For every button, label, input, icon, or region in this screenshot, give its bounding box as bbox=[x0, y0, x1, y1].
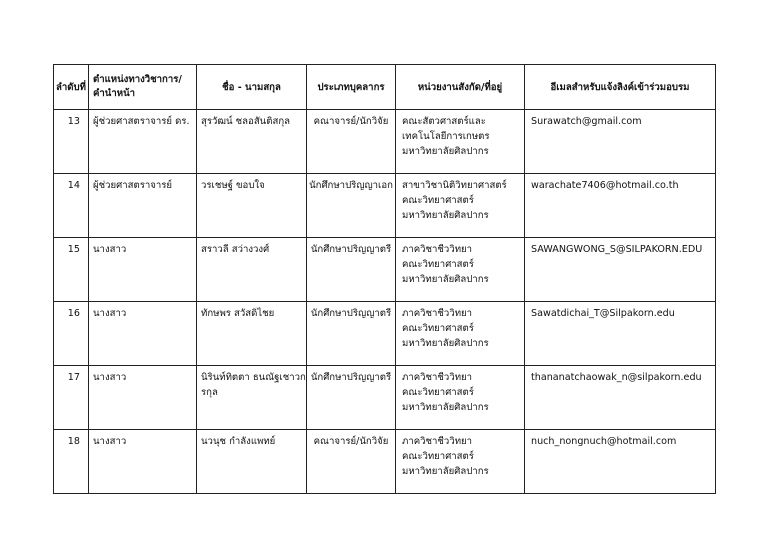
row-name: นิรินท์ทิตตา ธนณัฐเชาวกรกุล bbox=[197, 366, 307, 430]
row-unit-line: คณะวิทยาศาสตร์ bbox=[402, 259, 474, 270]
row-no: 18 bbox=[54, 430, 89, 494]
participant-table bbox=[53, 64, 716, 494]
row-name: สุรวัฒน์ ชลอสันติสกุล bbox=[197, 110, 307, 174]
row-name: ทักษพร สวัสดิไชย bbox=[197, 302, 307, 366]
row-unit-line: คณะวิทยาศาสตร์ bbox=[402, 387, 474, 398]
row-no: 13 bbox=[54, 110, 89, 174]
row-unit-line: มหาวิทยาลัยศิลปากร bbox=[402, 210, 489, 221]
header-position-line2: คำนำหน้า bbox=[93, 88, 136, 99]
header-position-line1: ตำแหน่งทางวิชาการ/ bbox=[93, 74, 182, 85]
header-position bbox=[89, 65, 197, 110]
row-unit bbox=[396, 110, 525, 174]
header-email: อีเมลสำหรับแจ้งลิงค์เข้าร่วมอบรม bbox=[525, 65, 716, 110]
table-row bbox=[54, 430, 716, 494]
table-row bbox=[54, 302, 716, 366]
row-no: 16 bbox=[54, 302, 89, 366]
table-header-row bbox=[54, 65, 716, 110]
row-unit-line: มหาวิทยาลัยศิลปากร bbox=[402, 146, 489, 157]
row-unit-line: คณะวิทยาศาสตร์ bbox=[402, 451, 474, 462]
row-no: 15 bbox=[54, 238, 89, 302]
row-position: ผู้ช่วยศาสตราจารย์ bbox=[89, 174, 197, 238]
row-position: นางสาว bbox=[89, 302, 197, 366]
row-email: warachate7406@hotmail.co.th bbox=[525, 174, 716, 238]
row-type: คณาจารย์/นักวิจัย bbox=[307, 110, 396, 174]
row-unit-line: ภาควิชาชีววิทยา bbox=[402, 372, 473, 383]
row-type: นักศึกษาปริญญาเอก bbox=[307, 174, 396, 238]
row-unit-line: คณะวิทยาศาสตร์ bbox=[402, 195, 474, 206]
row-email: nuch_nongnuch@hotmail.com bbox=[525, 430, 716, 494]
header-unit: หน่วยงานสังกัด/ที่อยู่ bbox=[396, 65, 525, 110]
row-type: นักศึกษาปริญญาตรี bbox=[307, 302, 396, 366]
header-type: ประเภทบุคลากร bbox=[307, 65, 396, 110]
row-position: นางสาว bbox=[89, 430, 197, 494]
row-no: 14 bbox=[54, 174, 89, 238]
row-unit-line: มหาวิทยาลัยศิลปากร bbox=[402, 402, 489, 413]
row-email: SAWANGWONG_S@SILPAKORN.EDU bbox=[525, 238, 716, 302]
row-unit-line: เทคโนโลยีการเกษตร bbox=[402, 131, 490, 142]
row-unit bbox=[396, 366, 525, 430]
row-unit bbox=[396, 238, 525, 302]
row-email: Surawatch@gmail.com bbox=[525, 110, 716, 174]
row-unit-line: มหาวิทยาลัยศิลปากร bbox=[402, 274, 489, 285]
row-unit-line: คณะสัตวศาสตร์และ bbox=[402, 116, 486, 127]
row-name: สราวลี สว่างวงศ์ bbox=[197, 238, 307, 302]
header-name: ชื่อ - นามสกุล bbox=[197, 65, 307, 110]
row-no: 17 bbox=[54, 366, 89, 430]
row-type: นักศึกษาปริญญาตรี bbox=[307, 238, 396, 302]
row-email: Sawatdichai_T@Silpakorn.edu bbox=[525, 302, 716, 366]
row-unit-line: ภาควิชาชีววิทยา bbox=[402, 244, 473, 255]
row-name: วรเชษฐ์ ขอบใจ bbox=[197, 174, 307, 238]
row-position: ผู้ช่วยศาสตราจารย์ ดร. bbox=[89, 110, 197, 174]
row-unit bbox=[396, 174, 525, 238]
table-row bbox=[54, 110, 716, 174]
row-type: นักศึกษาปริญญาตรี bbox=[307, 366, 396, 430]
row-unit-line: คณะวิทยาศาสตร์ bbox=[402, 323, 474, 334]
table-row bbox=[54, 238, 716, 302]
row-unit-line: สาขาวิชานิติวิทยาศาสตร์ bbox=[402, 180, 507, 191]
row-unit-line: ภาควิชาชีววิทยา bbox=[402, 436, 473, 447]
row-email: thananatchaowak_n@silpakorn.edu bbox=[525, 366, 716, 430]
row-unit bbox=[396, 430, 525, 494]
row-unit-line: มหาวิทยาลัยศิลปากร bbox=[402, 466, 489, 477]
row-unit-line: ภาควิชาชีววิทยา bbox=[402, 308, 473, 319]
row-position: นางสาว bbox=[89, 366, 197, 430]
row-name: นวนุช กำลังแพทย์ bbox=[197, 430, 307, 494]
table-row bbox=[54, 366, 716, 430]
header-no: ลำดับที่ bbox=[54, 65, 89, 110]
row-position: นางสาว bbox=[89, 238, 197, 302]
table-row bbox=[54, 174, 716, 238]
row-type: คณาจารย์/นักวิจัย bbox=[307, 430, 396, 494]
row-unit-line: มหาวิทยาลัยศิลปากร bbox=[402, 338, 489, 349]
row-unit bbox=[396, 302, 525, 366]
